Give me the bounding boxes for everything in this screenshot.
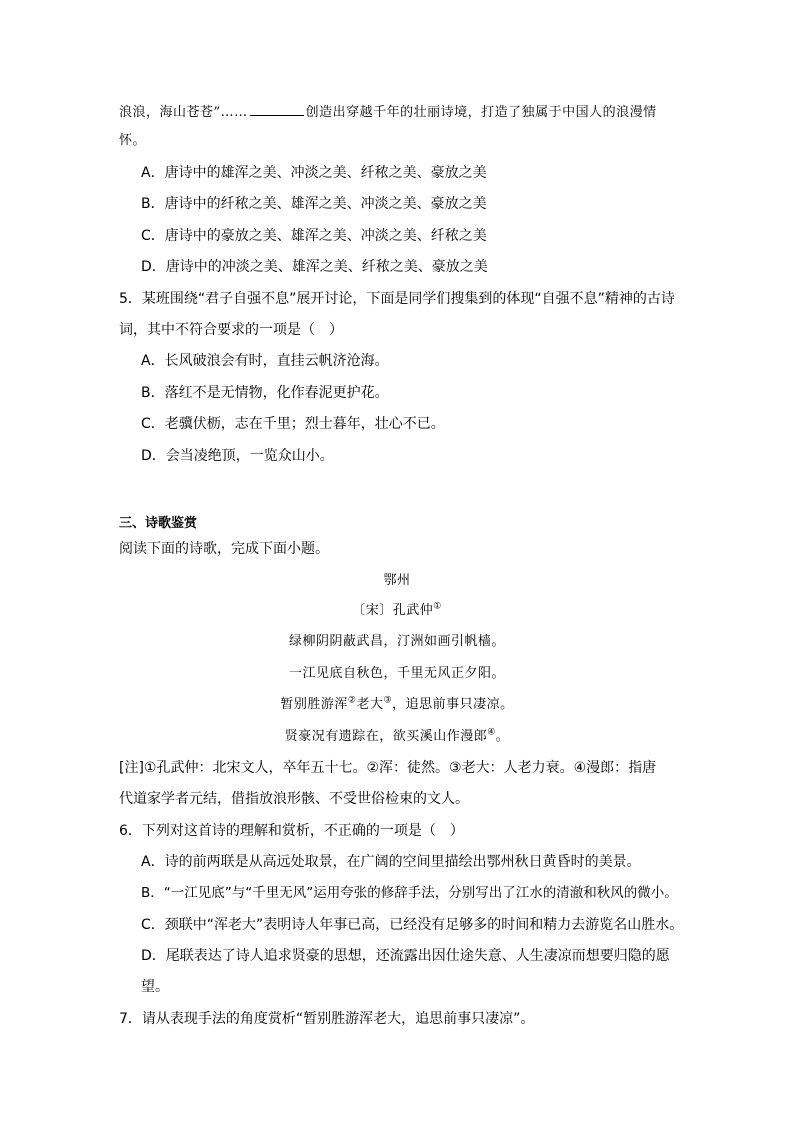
note-line-1: [注]①孔武仲：北宋文人，卒年五十七。②浑：徒然。③老大：人老力衰。④漫郎：指唐 xyxy=(119,760,657,776)
footnote-marker: ③ xyxy=(383,695,393,706)
q6-option-b: B．“一江见底”与“千里无风”运用夸张的修辞手法，分别写出了江水的清澈和秋风的微小。 xyxy=(141,885,678,901)
q4-stem-line2: 怀。 xyxy=(119,133,147,148)
poem-line-3 xyxy=(0,695,794,715)
q4-option-b: B．唐诗中的纤秾之美、雄浑之美、冲淡之美、豪放之美 xyxy=(141,196,487,212)
q4-stem-pre: 浪浪，海山苍苍”…… xyxy=(119,105,248,120)
q5-option-a: A．长风破浪会有时，直挂云帆济沧海。 xyxy=(141,353,389,369)
poem-author-text: 〔宋〕孔武仲 xyxy=(352,603,434,618)
poem-line-1: 绿柳阴阴蔽武昌，汀洲如画引帆樯。 xyxy=(288,634,505,649)
q5-stem-line1: 5．某班围绕“君子自强不息”展开讨论，下面是同学们搜集到的体现“自强不息”精神的古诗 xyxy=(119,291,675,307)
poem-title: 鄂州 xyxy=(383,573,411,588)
q7-stem: 7．请从表现手法的角度赏析“暂别胜游浑老大，追思前事只凄凉”。 xyxy=(119,1011,535,1027)
poem-author xyxy=(0,601,794,621)
poem-line-4 xyxy=(0,727,794,747)
footnote-marker: ① xyxy=(433,601,442,612)
poem-line-2: 一江见底自秋色，千里无风正夕阳。 xyxy=(288,666,505,681)
q4-option-c: C．唐诗中的豪放之美、雄浑之美、冲淡之美、纤秾之美 xyxy=(141,228,487,244)
q4-option-d: D．唐诗中的冲淡之美、雄浑之美、纤秾之美、豪放之美 xyxy=(141,259,488,275)
q6-option-d-cont: 望。 xyxy=(141,979,169,995)
note-line-2: 代道家学者元结，借指放浪形骸、不受世俗检束的文人。 xyxy=(119,791,469,807)
poem-line-3-part3: ，追思前事只凄凉。 xyxy=(392,697,514,712)
q4-stem-line1 xyxy=(119,101,657,123)
q6-option-c: C．颈联中“浑老大”表明诗人年事已高，已经没有足够多的时间和精力去游览名山胜水。 xyxy=(141,917,684,933)
poem-line-3-part2: 老大 xyxy=(356,697,384,712)
q5-option-d: D．会当凌绝顶，一览众山小。 xyxy=(141,448,334,464)
section-instruction: 阅读下面的诗歌，完成下面小题。 xyxy=(119,541,329,557)
q6-stem: 6．下列对这首诗的理解和赏析，不正确的一项是（ ） xyxy=(119,823,464,839)
q6-option-d: D．尾联表达了诗人追求贤豪的思想，还流露出因仕途失意、人生凄凉而想要归隐的愿 xyxy=(141,948,670,964)
q5-option-b: B．落红不是无情物，化作春泥更护花。 xyxy=(141,385,389,401)
footnote-marker: ② xyxy=(347,695,357,706)
q5-stem-line2: 词，其中不符合要求的一项是（ ） xyxy=(119,322,343,338)
q4-option-a: A．唐诗中的雄浑之美、冲淡之美、纤秾之美、豪放之美 xyxy=(141,165,487,181)
poem-line-4-part1: 贤豪况有遗踪在，欲买溪山作漫郎 xyxy=(284,729,488,744)
poem-line-3-part1: 暂别胜游浑 xyxy=(280,697,348,712)
q6-option-a: A．诗的前两联是从高远处取景，在广阔的空间里描绘出鄂州秋日黄昏时的美景。 xyxy=(141,854,641,870)
answer-blank xyxy=(250,101,304,116)
footnote-marker: ④ xyxy=(487,727,496,738)
q4-stem-post: 创造出穿越千年的壮丽诗境，打造了独属于中国人的浪漫情 xyxy=(305,105,657,120)
section-title: 三、诗歌鉴赏 xyxy=(119,516,198,531)
q5-option-c: C．老骥伏枥，志在千里；烈士暮年，壮心不已。 xyxy=(141,416,445,432)
poem-line-4-part2: 。 xyxy=(495,729,510,744)
